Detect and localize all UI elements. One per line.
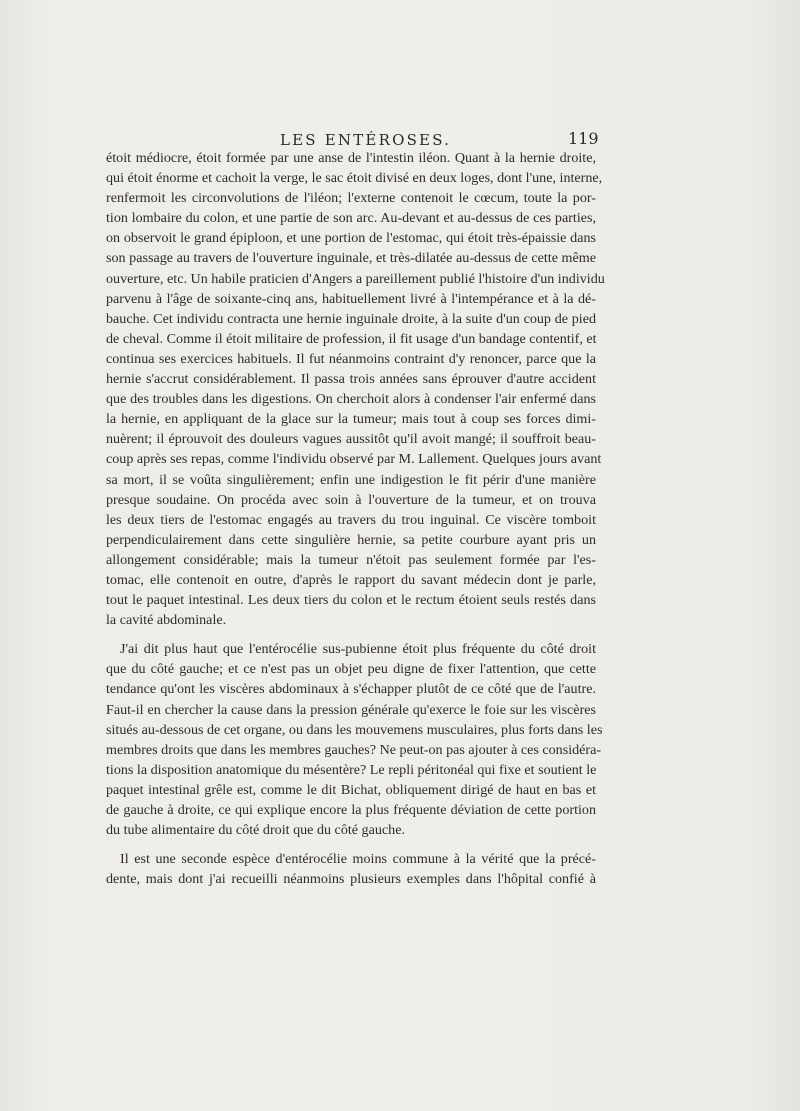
text-line: de gauche à droite, ce qui explique encore la plus fréquente déviation de cette portion	[106, 802, 596, 818]
text-line: on observoit le grand épiploon, et une portion de l'estomac, qui étoit très-épaissie dans	[106, 230, 596, 247]
text-line: situés au-dessous de cet organe, ou dans les mouvemens musculaires, plus forts dans les	[106, 721, 603, 738]
text-line: tion lombaire du colon, et une partie de son arc. Au-devant et au-dessus de ces parties,	[106, 210, 596, 227]
page-number: 119	[568, 129, 599, 148]
text-line: tomac, elle contenoit en outre, d'après le rapport du savant médecin dont je parle,	[106, 571, 596, 588]
text-line: étoit médiocre, étoit formée par une anse de l'intestin iléon. Quant à la hernie droite,	[106, 150, 596, 166]
text-line: parvenu à l'âge de soixante-cinq ans, habituellement livré à l'intempérance et à la dé-	[106, 290, 596, 307]
paragraph-gap	[106, 630, 596, 639]
body-text	[106, 148, 605, 889]
text-line: de cheval. Comme il étoit militaire de profession, il fit usage d'un bandage contentif, et	[106, 330, 597, 347]
text-line: coup après ses repas, comme l'individu observé par M. Lallement. Quelques jours avant	[106, 451, 602, 468]
running-title: LES ENTÉROSES.	[280, 131, 452, 149]
text-line: renfermoit les circonvolutions de l'iléon; l'externe contenoit le cœcum, toute la por-	[106, 190, 596, 207]
text-line: la cavité abdominale.	[106, 612, 227, 629]
text-line: bauche. Cet individu contracta une hernie inguinale droite, à la suite d'un coup de pied	[106, 310, 596, 327]
paragraph-gap	[106, 840, 596, 849]
text-line: membres droits que dans les membres gauches? Ne peut-on pas ajouter à ces considéra-	[106, 741, 602, 758]
text-line: allongement considérable; mais la tumeur n'étoit pas seulement formée par l'es-	[106, 551, 596, 568]
text-line: dente, mais dont j'ai recueilli néanmoins plusieurs exemples dans l'hôpital confié à	[106, 871, 596, 888]
text-line: que des troubles dans les digestions. On cherchoit alors à condenser l'air enfermé dans	[106, 391, 596, 408]
text-line: nuèrent; il éprouvoit des douleurs vagues aussitôt qu'il avoit mangé; il souffroit beau-	[106, 431, 596, 448]
text-line: sa mort, il se voûta singulièrement; enfin une indigestion le fit périr d'une manière	[106, 471, 596, 488]
text-line: continua ses exercices habituels. Il fut néanmoins contraint d'y renoncer, parce que la	[106, 350, 596, 367]
text-line: les deux tiers de l'estomac engagés au travers du trou inguinal. Ce viscère tomboit	[106, 511, 596, 528]
text-line: tions la disposition anatomique du mésentère? Le repli péritonéal qui fixe et soutient le	[106, 761, 597, 778]
text-line: Il est une seconde espèce d'entérocélie moins commune à la vérité que la précé-	[120, 851, 596, 868]
text-line: tendance qu'ont les viscères abdominaux à s'échapper plutôt de ce côté que de l'autre.	[106, 681, 596, 698]
text-line: ouverture, etc. Un habile praticien d'Angers a pareillement publié l'histoire d'un individu	[106, 270, 605, 287]
text-line: presque soudaine. On procéda avec soin à l'ouverture de la tumeur, et on trouva	[106, 491, 596, 508]
text-line: que du côté gauche; et ce n'est pas un objet peu digne de fixer l'attention, que cette	[106, 661, 596, 678]
text-line: la hernie, en appliquant de la glace sur la tumeur; mais tout à coup ses forces dimi-	[106, 411, 596, 428]
text-line: du tube alimentaire du côté droit que du côté gauche.	[106, 822, 405, 839]
text-line: Faut-il en chercher la cause dans la pression générale qu'exerce le foie sur les viscères	[106, 701, 596, 718]
text-line: paquet intestinal grêle est, comme le dit Bichat, obliquement dirigé de haut en bas et	[106, 781, 596, 798]
text-line: qui étoit énorme et cachoit la verge, le sac étoit divisé en deux loges, dont l'une, interne,	[106, 170, 603, 187]
text-line: hernie s'accrut considérablement. Il passa trois années sans éprouver d'autre accident	[106, 371, 596, 388]
text-line: son passage au travers de l'ouverture inguinale, et très-dilatée au-dessus de cette même	[106, 250, 596, 267]
text-line: perpendiculairement dans cette singulière hernie, sa petite courbure ayant pris un	[106, 531, 596, 548]
text-line: J'ai dit plus haut que l'entérocélie sus-pubienne étoit plus fréquente du côté droit	[120, 641, 596, 658]
text-line: tout le paquet intestinal. Les deux tiers du colon et le rectum étoient seuls restés dans	[106, 592, 596, 609]
